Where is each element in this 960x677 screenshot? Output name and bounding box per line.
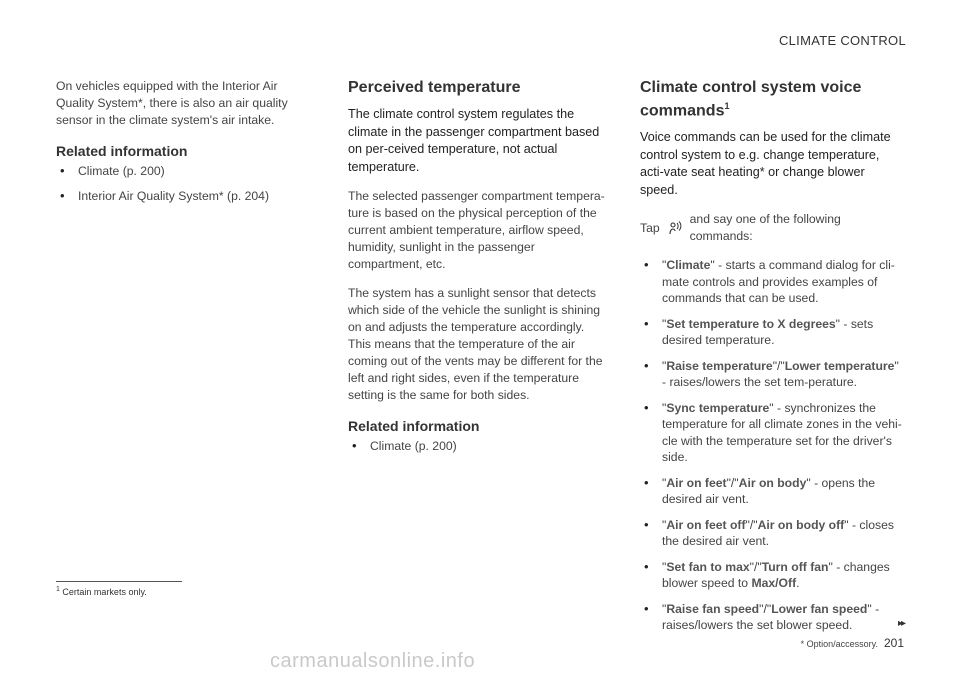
- tap-instruction: [640, 211, 904, 245]
- footnote-text: Certain markets only.: [62, 587, 147, 597]
- command-text: ": [662, 258, 667, 273]
- voice-command-item: [640, 400, 904, 466]
- command-text: " - closes the desired air vent.: [662, 517, 894, 549]
- command-text: " - raises/lowers the set tem-perature.: [662, 358, 899, 390]
- related-list: [56, 163, 318, 204]
- related-link-air-quality[interactable]: • Interior Air Quality System* (p. 204): [56, 188, 318, 205]
- command-text: " - opens the desired air vent.: [662, 475, 876, 507]
- intro-paragraph: On vehicles equipped with the Interior Air Quality System*, there is also an air quality sensor in the climate system's air intake.: [56, 79, 288, 127]
- lead-paragraph: The climate control system regulates the climate in the passenger compartment based on per-ceived temperature, not actual temperature.: [348, 107, 600, 174]
- command-phrase: Lower temperature: [784, 358, 895, 373]
- voice-command-list: [640, 257, 904, 634]
- command-text: " - synchronizes the temperature for all climate zones in the vehi-cle with the temperature set for the driver's side.: [662, 400, 902, 465]
- command-phrase: Lower fan speed: [771, 601, 868, 616]
- footnote: [56, 586, 147, 597]
- command-text: " - starts a command dialog for cli-mate controls and provides examples of commands that can be used.: [662, 258, 895, 306]
- command-text: "/": [745, 517, 758, 532]
- page-footer: [801, 636, 904, 650]
- command-text: " - changes blower speed to: [662, 559, 890, 591]
- tap-text: Tap: [640, 220, 660, 235]
- command-phrase: Set fan to max: [666, 559, 750, 574]
- command-phrase: Raise fan speed: [666, 601, 760, 616]
- command-text: .: [796, 576, 800, 591]
- tap-text: and say one of the following commands:: [689, 212, 841, 244]
- lead-paragraph: Voice commands can be used for the climate control system to e.g. change temperature, acti-vate seat heating* or change blower speed.: [640, 130, 891, 197]
- footnote-divider: [56, 581, 182, 582]
- section-title: CLIMATE CONTROL: [778, 33, 906, 48]
- page-number: 201: [883, 636, 904, 650]
- paragraph: The system has a sunlight sensor that detects which side of the vehicle the sunlight is shining on and adjusts the temperature accordingly. This means that the temperature of the air coming out of the vents may be different for the left and right sides, even if the temperature setting is the same for both sides.: [348, 286, 603, 402]
- command-text: ": [662, 601, 667, 616]
- command-text: ": [662, 400, 667, 415]
- command-phrase: Climate: [666, 258, 711, 273]
- command-text: "/": [759, 601, 772, 616]
- command-phrase: Raise temperature: [666, 358, 773, 373]
- voice-commands-heading: [640, 78, 904, 120]
- command-phrase: Max/Off: [751, 576, 797, 591]
- column-2: [348, 78, 610, 463]
- command-phrase: Turn off fan: [761, 559, 829, 574]
- command-text: " - raises/lowers the set blower speed.: [662, 601, 880, 633]
- command-text: "/": [726, 475, 739, 490]
- footnote-marker: 1: [724, 101, 730, 111]
- command-text: "/": [749, 559, 762, 574]
- command-text: ": [662, 517, 667, 532]
- command-text: ": [662, 559, 667, 574]
- option-note: * Option/accessory.: [800, 639, 878, 649]
- command-phrase: Set temperature to X degrees: [666, 316, 836, 331]
- related-heading: Related information: [348, 418, 480, 434]
- command-phrase: Air on body off: [757, 517, 845, 532]
- command-text: "/": [772, 358, 785, 373]
- voice-command-item: [640, 559, 904, 592]
- column-1: [56, 78, 318, 212]
- voice-command-item: [640, 475, 904, 508]
- paragraph: The selected passenger compartment tempera-ture is based on the physical perception of the current ambient temperature, airflow speed, humidity, sunlight in the passenger compartment, etc.: [348, 189, 605, 271]
- heading-text: Climate control system voice commands: [640, 79, 862, 120]
- command-text: ": [662, 475, 667, 490]
- related-heading: Related information: [56, 143, 188, 159]
- voice-command-item: [640, 601, 904, 634]
- command-text: " - sets desired temperature.: [662, 316, 874, 348]
- voice-control-icon: [666, 219, 684, 237]
- perceived-temperature-heading: Perceived temperature: [348, 79, 521, 96]
- voice-command-item: [640, 316, 904, 349]
- command-phrase: Air on feet: [666, 475, 727, 490]
- voice-command-item: [640, 358, 904, 391]
- command-text: ": [662, 316, 667, 331]
- related-list: [348, 438, 610, 455]
- voice-command-item: [640, 257, 904, 307]
- command-text: ": [662, 358, 667, 373]
- column-3: [640, 78, 904, 643]
- related-link-climate[interactable]: • Climate (p. 200): [348, 438, 610, 455]
- command-phrase: Air on feet off: [666, 517, 746, 532]
- related-link-climate[interactable]: • Climate (p. 200): [56, 163, 318, 180]
- footnote-number: 1: [56, 586, 60, 593]
- command-phrase: Air on body: [738, 475, 807, 490]
- voice-command-item: [640, 517, 904, 550]
- next-page-arrows-icon[interactable]: ▸▸: [897, 618, 904, 629]
- watermark: carmanualsonline.info: [270, 650, 476, 672]
- command-phrase: Sync temperature: [666, 400, 770, 415]
